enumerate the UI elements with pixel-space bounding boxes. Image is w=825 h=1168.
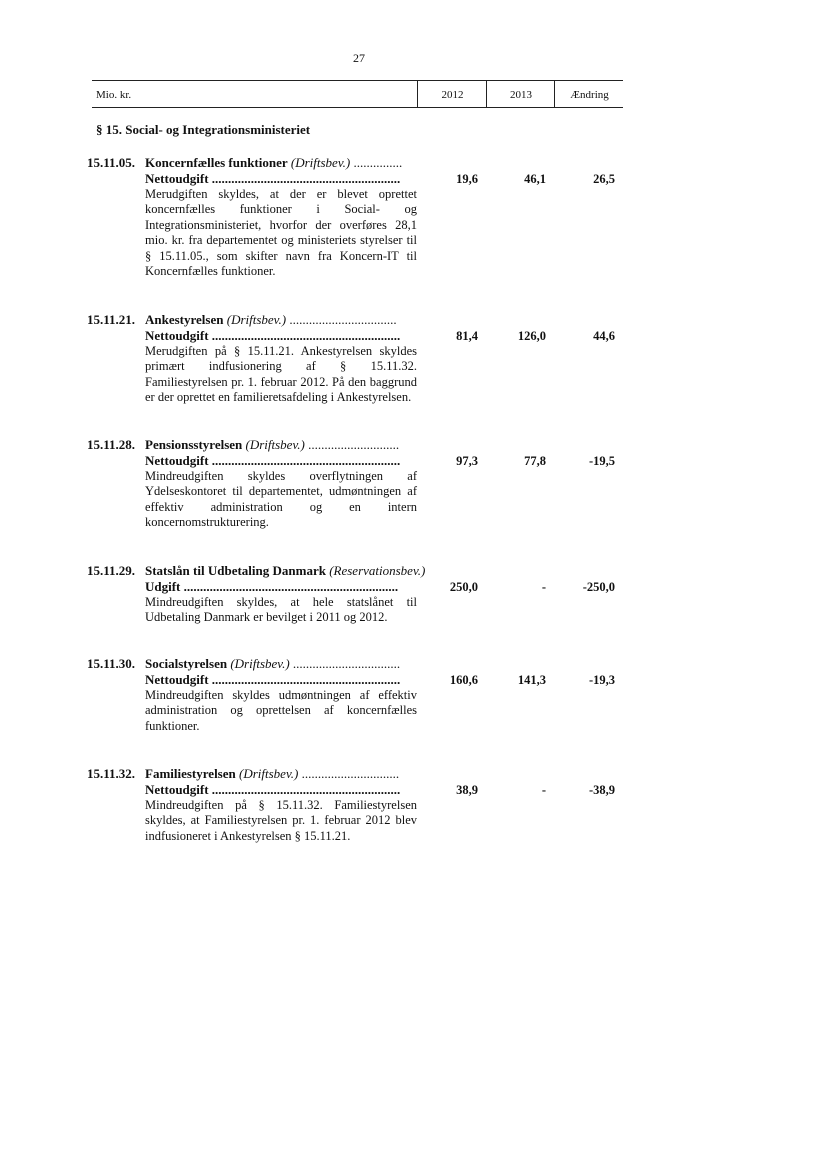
entry-kind: (Driftsbev.) [230,656,290,671]
entry-kind: (Driftsbev.) [245,437,305,452]
value-2013: 77,8 [524,454,546,468]
entry-measure: Nettoudgift .......................................................... [145,328,401,343]
value-2012: 38,9 [456,783,478,797]
section-title: § 15. Social- og Integrationsministeriet [96,122,311,137]
value-change: 44,6 [593,329,615,343]
entry-code: 15.11.30. [87,656,136,671]
entry-description: Merudgiften på § 15.11.21. Ankestyrelsen skyldes primært indfusionering af § 15.11.32. Familiestyrelsen pr. 1. februar 2012. På den baggrund er der oprettet en familieretsafdeling i Ankestyrelsen. [145,344,417,405]
entry-description: Mindreudgiften på § 15.11.32. Familiestyrelsen skyldes, at Familiestyrelsen pr. 1. februar 2012 blev indfusioneret i Ankestyrelsen § 15.11.21. [145,798,417,843]
leader-dots: ................................. [289,656,401,671]
entry-title [145,155,445,171]
value-2012: 97,3 [456,454,478,468]
column-2013: 2013 [486,81,555,107]
value-2012: 250,0 [449,580,478,594]
entry-name: Pensionsstyrelsen [145,437,243,452]
value-change: -38,9 [588,783,615,797]
value-2013: 46,1 [524,172,546,186]
leader-dots: ............... [350,155,403,170]
entry-kind: (Driftsbev.) [290,155,351,170]
entry-description: Mindreudgiften skyldes udmøntningen af effektiv administration og oprettelsen af koncernfælles funktioner. [145,688,417,733]
value-2013: - [541,580,546,594]
entry-title [145,437,445,453]
entry-title [145,766,445,782]
entry-kind: (Reservationsbev.) [329,563,426,578]
entry-measure: Nettoudgift .......................................................... [145,453,401,468]
column-2012: 2012 [417,81,487,107]
entry-code: 15.11.29. [87,563,136,578]
entry-description: Merudgiften skyldes, at der er blevet oprettet koncernfælles funktioner i Social- og Integrationsministeriet, hvorfor der overføres 28,1 mio. kr. fra departementet og ministeriets styrelser til § 15.11.05., som skifter navn fra Koncern-IT til Koncernfælles funktioner. [145,187,417,279]
value-change: -250,0 [582,580,615,594]
leader-dots: ............................ [304,437,400,452]
entry-name: Koncernfælles funktioner [145,155,288,170]
entry-code: 15.11.28. [87,437,136,452]
page-number: 27 [353,51,365,65]
entry-name: Ankestyrelsen [145,312,224,327]
value-2013: 126,0 [517,329,546,343]
value-2013: 141,3 [517,673,546,687]
entry-measure: Udgift .................................................................. [145,579,399,594]
leader-dots: .............................. [298,766,400,781]
value-2013: - [541,783,546,797]
entry-description: Mindreudgiften skyldes overflytningen af Ydelseskontoret til departementet, udmøntningen af effektiv administration og en intern koncernomstrukturering. [145,469,417,530]
entry-name: Socialstyrelsen [145,656,228,671]
column-change: Ændring [554,81,624,107]
entry-measure: Nettoudgift .......................................................... [145,171,401,186]
entry-description: Mindreudgiften skyldes, at hele statslånet til Udbetaling Danmark er bevilget i 2011 og 2012. [145,595,417,625]
entry-code: 15.11.21. [87,312,136,327]
entry-measure: Nettoudgift .......................................................... [145,782,401,797]
entry-name: Familiestyrelsen [145,766,236,781]
entry-name: Statslån til Udbetaling Danmark [145,563,326,578]
column-header [92,80,623,108]
value-2012: 19,6 [456,172,478,186]
entry-title [145,563,445,579]
value-change: -19,5 [588,454,615,468]
entry-measure: Nettoudgift .......................................................... [145,672,401,687]
value-change: 26,5 [593,172,615,186]
value-2012: 81,4 [456,329,478,343]
entry-title [145,656,445,672]
value-2012: 160,6 [449,673,478,687]
leader-dots: ................................. [286,312,397,327]
value-change: -19,3 [588,673,615,687]
entry-code: 15.11.32. [87,766,136,781]
entry-code: 15.11.05. [87,155,136,170]
entry-title [145,312,445,328]
entry-kind: (Driftsbev.) [226,312,287,327]
unit-label: Mio. kr. [96,89,132,101]
entry-kind: (Driftsbev.) [239,766,299,781]
